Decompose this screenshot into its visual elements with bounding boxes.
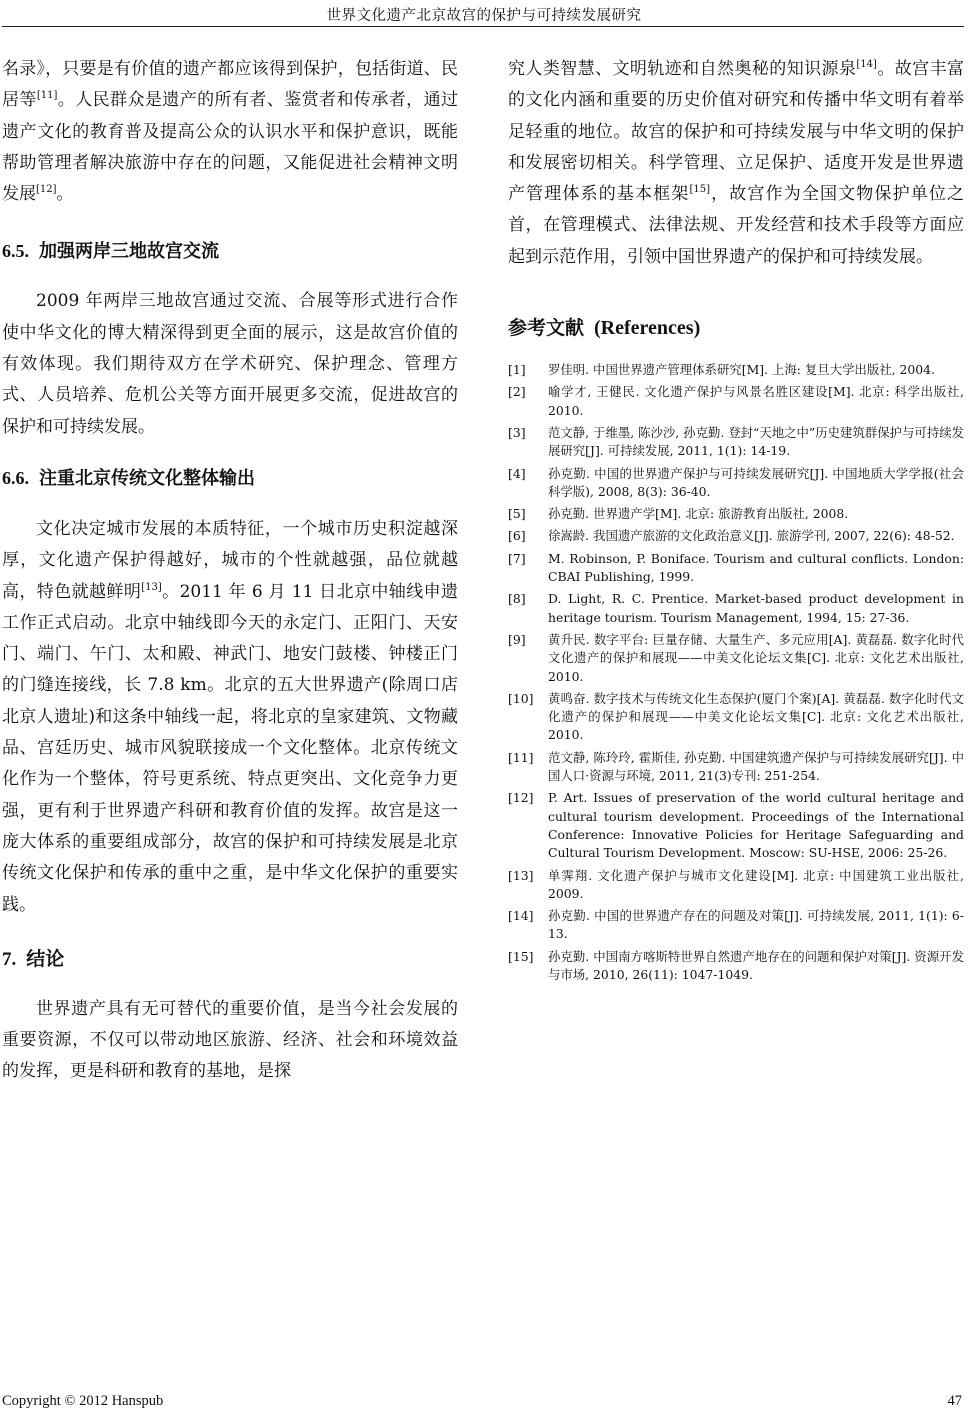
- section-title: 结论: [26, 947, 65, 970]
- reference-text: D. Light, R. C. Prentice. Market-based product development in heritage tourism. Tourism Management, 1994, 15: 27-36.: [548, 591, 964, 625]
- reference-text: 喻学才, 王健民. 文化遗产保护与风景名胜区建设[M]. 北京: 科学出版社, 2010.: [548, 384, 964, 418]
- reference-text: 孙克勤. 中国的世界遗产保护与可持续发展研究[J]. 中国地质大学学报(社会科学版), 2008, 8(3): 36-40.: [548, 465, 964, 499]
- right-column: [508, 54, 964, 984]
- reference-number: [7]: [508, 550, 526, 566]
- reference-number: [13]: [508, 867, 534, 883]
- section-number: 7.: [2, 948, 17, 970]
- section-title: 注重北京传统文化整体输出: [39, 467, 255, 489]
- footer-copyright: Copyright © 2012 Hanspub: [2, 1393, 164, 1409]
- reference-number: [14]: [508, 908, 534, 924]
- reference-number: [6]: [508, 528, 526, 544]
- section-heading-6-5: [2, 239, 458, 264]
- reference-text: 范文静, 于维墨, 陈沙沙, 孙克勤. 登封“天地之中”历史建筑群保护与可持续发展研究[J]. 可持续发展, 2011, 1(1): 14-19.: [548, 424, 964, 459]
- reference-number: [5]: [508, 506, 526, 522]
- reference-text: 徐嵩龄. 我国遗产旅游的文化政治意义[J]. 旅游学刊, 2007, 22(6): 48-52.: [548, 528, 955, 544]
- reference-item: [508, 907, 964, 944]
- left-paragraph-4: 世界遗产具有无可替代的重要价值，是当今社会发展的重要资源，不仅可以带动地区旅游、经济、社会和环境效益的发挥，更是科研和教育的基地，是探: [2, 998, 458, 1082]
- reference-number: [11]: [508, 749, 534, 765]
- reference-number: [3]: [508, 424, 526, 440]
- text-run: 名录》，只要是有价值的遗产都应该得到保护，包括街道、民居等: [2, 59, 458, 111]
- reference-item: [508, 631, 964, 686]
- reference-text: 范文静, 陈玲玲, 霍斯佳, 孙克勤. 中国建筑遗产保护与可持续发展研究[J]. 中国人口·资源与环境, 2011, 21(3)专刊: 251-254.: [548, 749, 964, 784]
- reference-text: P. Art. Issues of preservation of the world cultural heritage and cultural tourism development. Proceedings of the International Conference: Innovative Policies for Heritage Safeguarding and Cultural Tourism Development. Moscow: SU-HSE, 2006: 25-26.: [548, 790, 964, 861]
- reference-item: [508, 550, 964, 587]
- reference-item: [508, 789, 964, 862]
- text-run: 文化决定城市发展的本质特征，一个城市历史积淀越深厚，文化遗产保护得越好，城市的个性就越强，品位就越高，特色就越鲜明: [2, 518, 458, 602]
- reference-text: 孙克勤. 中国的世界遗产存在的问题及对策[J]. 可持续发展, 2011, 1(1): 6-13.: [548, 908, 964, 942]
- citation-14: [14]: [856, 59, 877, 70]
- right-paragraph-1: [508, 54, 964, 273]
- reference-list: [508, 361, 964, 984]
- section-heading-6-6: [2, 466, 458, 491]
- citation-15: [15]: [689, 184, 710, 196]
- reference-text: 罗佳明. 中国世界遗产管理体系研究[M]. 上海: 复旦大学出版社, 2004.: [548, 362, 935, 378]
- reference-item: [508, 465, 964, 502]
- reference-text: 黄鸣奋. 数字技术与传统文化生态保护(厦门个案)[A]. 黄磊磊. 数字化时代文化遗产的保护和展现——中美文化论坛文集[C]. 北京: 文化艺术出版社, 2010.: [548, 690, 964, 743]
- reference-number: [4]: [508, 465, 526, 481]
- references-heading: [508, 315, 964, 341]
- header-rule: [2, 26, 964, 27]
- section-title: 加强两岸三地故宫交流: [39, 241, 219, 263]
- reference-item: [508, 690, 964, 745]
- references-heading-en: (References): [594, 317, 701, 340]
- reference-item: [508, 948, 964, 985]
- section-heading-7: [2, 947, 458, 972]
- text-run: 。故宫丰富的文化内涵和重要的历史价值对研究和传播中华文明有着举足轻重的地位。故宫的保护和可持续发展与中华文明的保护和发展密切相关。科学管理、立足保护、适度开发是世界遗产管理体系的基本框架: [508, 59, 964, 205]
- reference-item: [508, 505, 964, 523]
- reference-text: 孙克勤. 中国南方喀斯特世界自然遗产地存在的问题和保护对策[J]. 资源开发与市场, 2010, 26(11): 1047-1049.: [548, 948, 964, 982]
- reference-item: [508, 527, 964, 545]
- text-run: 。2011 年 6 月 11 日北京中轴线申遗工作正式启动。北京中轴线即今天的永定门、正阳门、天安门、端门、午门、太和殿、神武门、地安门鼓楼、钟楼正门的门缝连接线，长 7.8 km。北京的五大世界遗产(除周口店北京人遗址)和这条中轴线一起，将北京的皇家建筑、文物藏品、宫廷历史、城市风貌联接成一个文化整体。北京传统文化作为一个整体，符号更系统、特点更突出、文化竞争力更强，更有利于世界遗产科研和教育价值的发挥。故宫是这一庞大体系的重要组成部分，故宫的保护和可持续发展是北京传统文化保护和传承的重中之重，是中华文化保护的重要实践。: [2, 581, 459, 915]
- footer-page-number: 47: [947, 1393, 962, 1409]
- reference-item: [508, 361, 964, 379]
- left-paragraph-2: 2009 年两岸三地故宫通过交流、合展等形式进行合作使中华文化的博大精深得到更全面的展示，这是故宫价值的有效体现。我们期待双方在学术研究、保护理念、管理方式、人员培养、危机公关等方面开展更多交流，促进故宫的保护和可持续发展。: [2, 291, 458, 437]
- reference-number: [12]: [508, 790, 534, 806]
- reference-text: M. Robinson, P. Boniface. Tourism and cultural conflicts. London: CBAI Publishing, 1999.: [548, 550, 964, 585]
- citation-12: [12]: [36, 184, 57, 196]
- reference-number: [8]: [508, 591, 526, 607]
- citation-13: [13]: [141, 581, 162, 593]
- reference-number: [9]: [508, 631, 526, 647]
- reference-item: [508, 590, 964, 627]
- section-number: 6.5.: [2, 241, 29, 262]
- reference-number: [1]: [508, 362, 526, 378]
- reference-item: [508, 383, 964, 420]
- reference-item: [508, 424, 964, 461]
- text-run: 究人类智慧、文明轨迹和自然奥秘的知识源泉: [508, 59, 857, 79]
- left-paragraph-1: [2, 54, 458, 210]
- running-header: 世界文化遗产北京故宫的保护与可持续发展研究: [326, 8, 642, 24]
- text-run: 。人民群众是遗产的所有者、鉴赏者和传承者，通过遗产文化的教育普及提高公众的认识水平和保护意识，既能帮助管理者解决旅游中存在的问题，又能促进社会精神文明发展: [2, 90, 459, 205]
- left-column: [2, 54, 458, 1088]
- reference-number: [15]: [508, 948, 534, 964]
- text-run: 。: [56, 184, 74, 205]
- reference-number: [10]: [508, 690, 534, 706]
- reference-text: 孙克勤. 世界遗产学[M]. 北京: 旅游教育出版社, 2008.: [548, 506, 849, 522]
- section-number: 6.6.: [2, 467, 29, 488]
- references-heading-zh: 参考文献: [508, 317, 585, 340]
- reference-text: 单霁翔. 文化遗产保护与城市文化建设[M]. 北京: 中国建筑工业出版社, 2009.: [548, 867, 964, 901]
- reference-number: [2]: [508, 384, 526, 400]
- reference-text: 黄升民. 数字平台: 巨量存储、大量生产、多元应用[A]. 黄磊磊. 数字化时代文化遗产的保护和展现——中美文化论坛文集[C]. 北京: 文化艺术出版社, 2010.: [548, 631, 964, 684]
- reference-item: [508, 867, 964, 904]
- citation-11: [11]: [36, 90, 58, 102]
- text-run: ，故宫作为全国文物保护单位之首，在管理模式、法律法规、开发经营和技术手段等方面应起到示范作用，引领中国世界遗产的保护和可持续发展。: [508, 184, 965, 267]
- reference-item: [508, 749, 964, 786]
- left-paragraph-3: [2, 514, 458, 921]
